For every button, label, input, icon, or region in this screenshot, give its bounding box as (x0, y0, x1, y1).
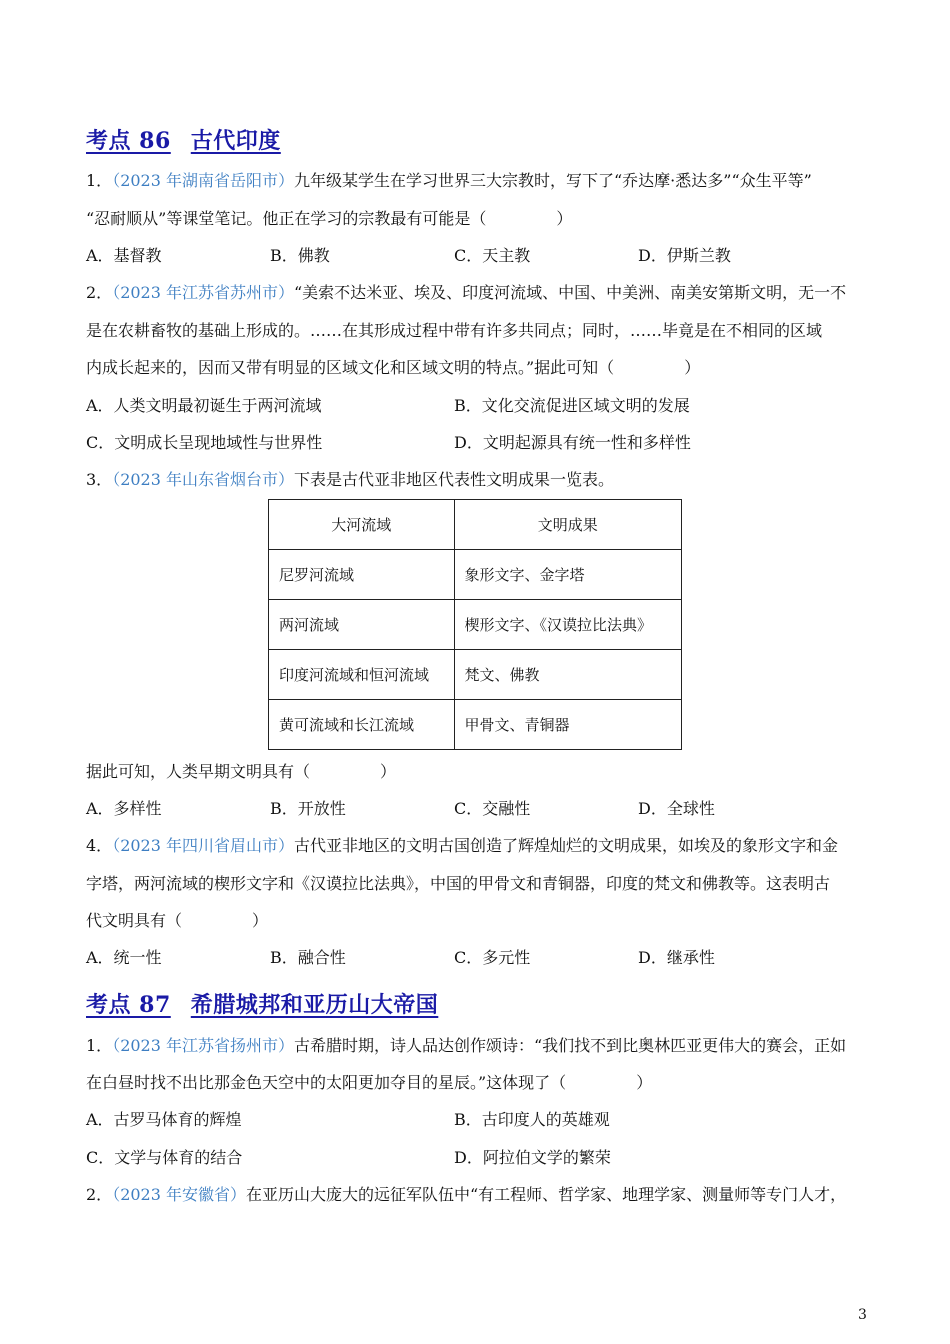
question-2-line-2: 是在农耕畜牧的基础上形成的。……在其形成过程中带有许多共同点；同时，……毕竟是在不相同的区域 (86, 321, 823, 340)
question-3-stem: 据此可知，人类早期文明具有（ ） (86, 762, 397, 781)
question-source: （2023 年安徽省） (112, 1185, 246, 1204)
section-number: 考点 87 (86, 992, 171, 1018)
table-row (269, 650, 682, 700)
question-2-line-3: 内成长起来的，因而又带有明显的区域文化和区域文明的特点。”据此可知（ ） (86, 358, 701, 377)
question-1-option-b: B．佛教 (270, 246, 330, 265)
question-2-option-a: A．人类文明最初诞生于两河流域 (86, 396, 322, 415)
question-source: （2023 年江苏省苏州市） (112, 283, 294, 302)
question-1-option-c: C．天主教 (454, 246, 531, 265)
table-cell: 梵文、佛教 (454, 650, 681, 700)
table-cell: 楔形文字、《汉谟拉比法典》 (454, 600, 681, 650)
question-2-option-c: C．文明成长呈现地域性与世界性 (86, 433, 323, 452)
table-row (269, 550, 682, 600)
s87-question-1-option-a: A．古罗马体育的辉煌 (86, 1110, 242, 1129)
table-cell: 两河流域 (269, 600, 455, 650)
question-source: （2023 年四川省眉山市） (112, 836, 294, 855)
s87-question-1-option-c: C．文学与体育的结合 (86, 1148, 243, 1167)
question-4-option-d: D．继承性 (638, 948, 715, 967)
question-4-option-c: C．多元性 (454, 948, 531, 967)
question-4-line-1: 4．（2023 年四川省眉山市）古代亚非地区的文明古国创造了辉煌灿烂的文明成果，如埃及的象形文字和金 (86, 836, 839, 855)
question-2-option-d: D．文明起源具有统一性和多样性 (454, 433, 691, 452)
section-heading-86 (86, 124, 281, 155)
section-title: 希腊城邦和亚历山大帝国 (190, 992, 439, 1018)
table-row (269, 700, 682, 750)
question-2-line-1: 2．（2023 年江苏省苏州市）“美索不达米亚、埃及、印度河流域、中国、中美洲、南美安第斯文明，无一不 (86, 283, 847, 302)
question-3-option-c: C．交融性 (454, 799, 531, 818)
table-cell: 印度河流域和恒河流域 (269, 650, 455, 700)
table-cell: 象形文字、金字塔 (454, 550, 681, 600)
table-cell: 尼罗河流域 (269, 550, 455, 600)
table-header-cell: 大河流域 (269, 500, 455, 550)
civilization-table (268, 499, 682, 750)
s87-question-1-option-d: D．阿拉伯文学的繁荣 (454, 1148, 611, 1167)
section-title: 古代印度 (190, 128, 281, 154)
question-4-option-a: A．统一性 (86, 948, 162, 967)
question-3-option-d: D．全球性 (638, 799, 715, 818)
question-4-line-2: 字塔，两河流域的楔形文字和《汉谟拉比法典》，中国的甲骨文和青铜器，印度的梵文和佛教等。这表明古 (86, 874, 831, 893)
question-source: （2023 年江苏省扬州市） (112, 1036, 294, 1055)
s87-question-1-line-1: 1．（2023 年江苏省扬州市）古希腊时期，诗人品达创作颂诗：“我们找不到比奥林匹亚更伟大的赛会，正如 (86, 1036, 847, 1055)
question-4-line-3: 代文明具有（ ） (86, 911, 269, 930)
question-1-option-d: D．伊斯兰教 (638, 246, 731, 265)
section-number: 考点 86 (86, 128, 171, 154)
question-4-option-b: B．融合性 (270, 948, 346, 967)
page-number: 3 (858, 1307, 867, 1323)
table-row (269, 600, 682, 650)
question-3-line-1: 3．（2023 年山东省烟台市）下表是古代亚非地区代表性文明成果一览表。 (86, 470, 615, 489)
s87-question-1-option-b: B．古印度人的英雄观 (454, 1110, 610, 1129)
question-3-option-b: B．开放性 (270, 799, 346, 818)
question-1-option-a: A．基督教 (86, 246, 162, 265)
question-3-option-a: A．多样性 (86, 799, 162, 818)
table-cell: 甲骨文、青铜器 (454, 700, 681, 750)
section-heading-87 (86, 988, 438, 1019)
question-2-option-b: B．文化交流促进区域文明的发展 (454, 396, 690, 415)
question-source: （2023 年湖南省岳阳市） (112, 171, 294, 190)
question-source: （2023 年山东省烟台市） (112, 470, 294, 489)
question-1-line-1: 1．（2023 年湖南省岳阳市）九年级某学生在学习世界三大宗教时，写下了“乔达摩·悉达多”“众生平等” (86, 171, 812, 190)
table-cell: 黄可流域和长江流域 (269, 700, 455, 750)
s87-question-1-line-2: 在白昼时找不出比那金色天空中的太阳更加夺目的星辰。”这体现了（ ） (86, 1073, 653, 1092)
table-header-cell: 文明成果 (454, 500, 681, 550)
s87-question-2-line-1: 2．（2023 年安徽省）在亚历山大庞大的远征军队伍中“有工程师、哲学家、地理学家、测量师等专门人才， (86, 1185, 847, 1204)
table-header-row (269, 500, 682, 550)
question-1-line-2: “忍耐顺从”等课堂笔记。他正在学习的宗教最有可能是（ ） (86, 209, 573, 228)
